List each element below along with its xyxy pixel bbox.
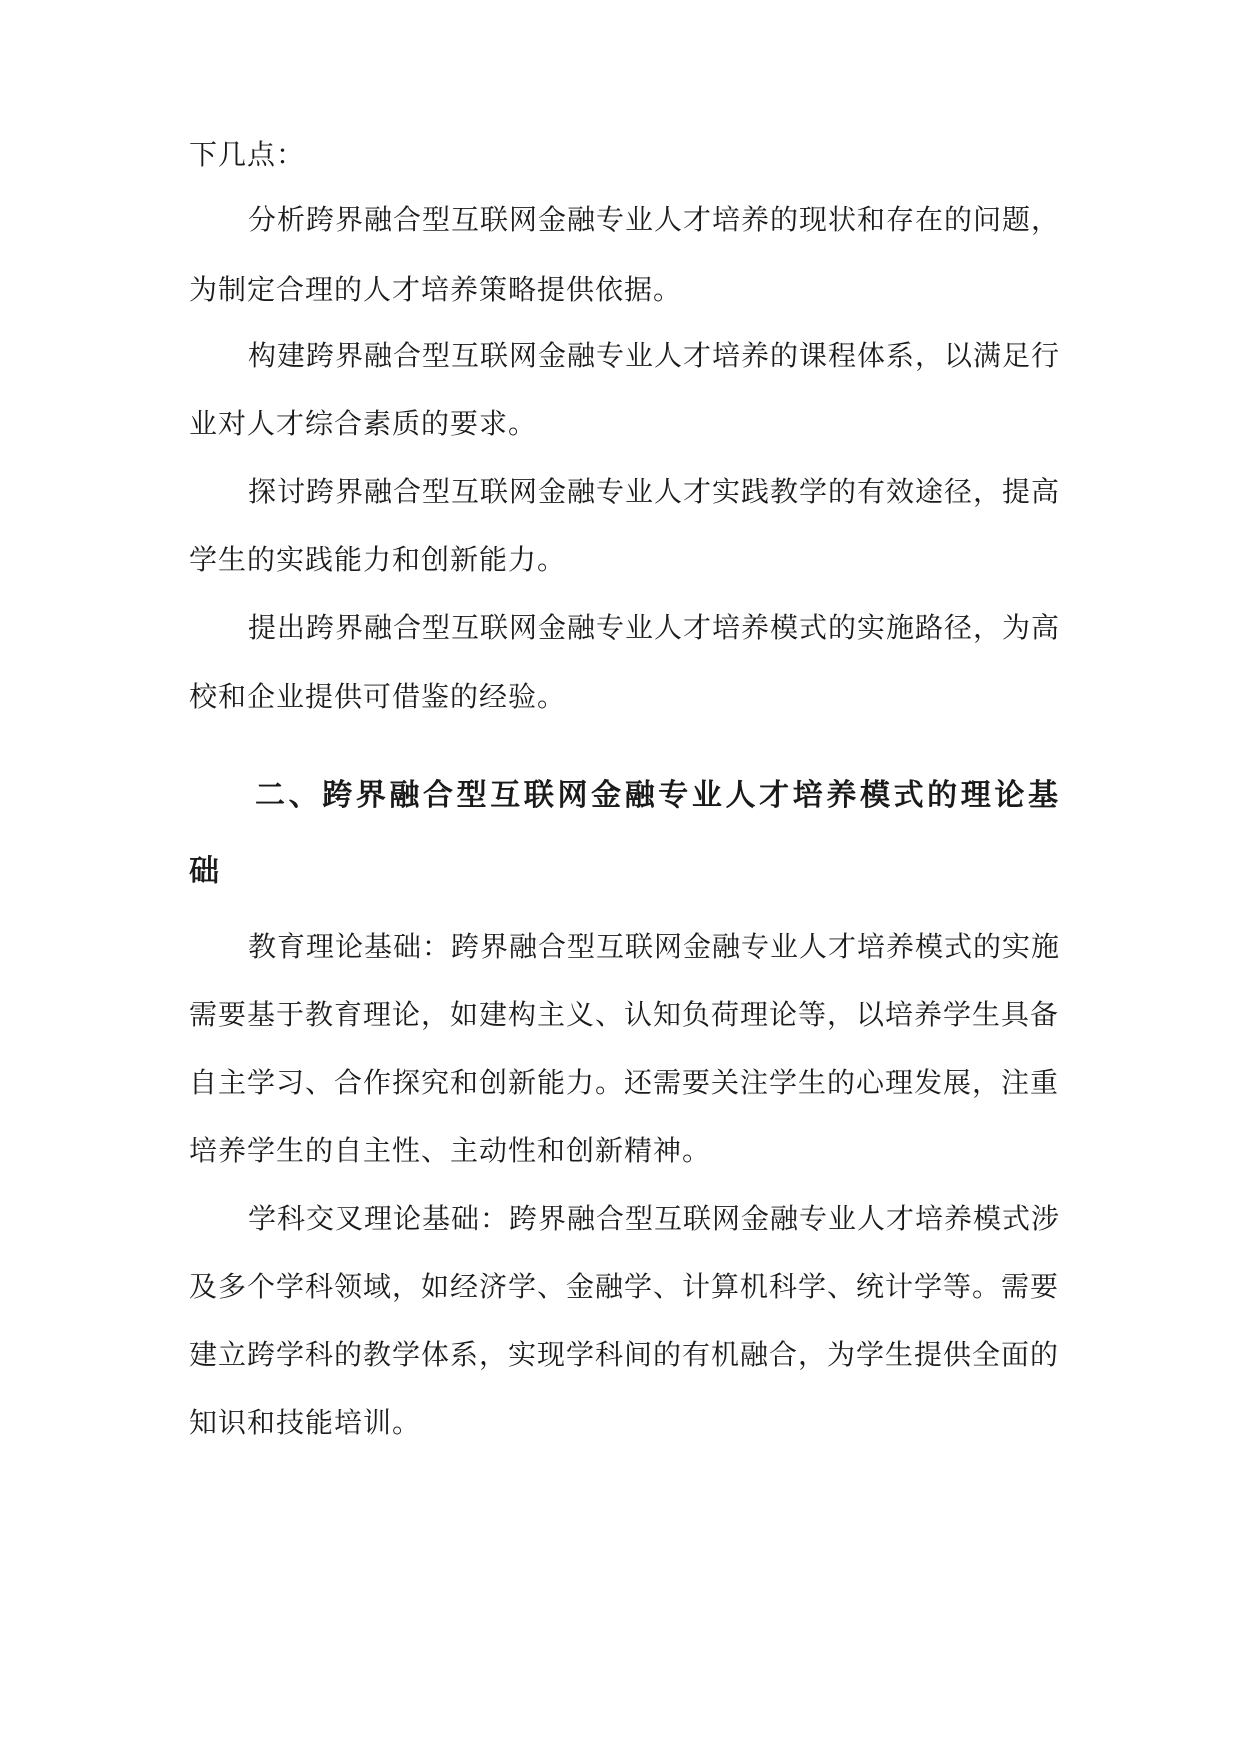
paragraph-line: 自主学习、合作探究和创新能力。还需要关注学生的心理发展，注重 — [189, 1066, 1060, 1099]
paragraph-line: 教育理论基础：跨界融合型互联网金融专业人才培养模式的实施 — [248, 930, 1061, 963]
paragraph-line: 培养学生的自主性、主动性和创新精神。 — [189, 1134, 712, 1167]
paragraph-line: 知识和技能培训。 — [189, 1406, 422, 1439]
paragraph-line: 及多个学科领域，如经济学、金融学、计算机科学、统计学等。需要 — [189, 1270, 1060, 1303]
paragraph-line: 校和企业提供可借鉴的经验。 — [189, 680, 567, 713]
paragraph-line: 构建跨界融合型互联网金融专业人才培养的课程体系，以满足行 — [248, 339, 1061, 372]
paragraph-line: 学科交叉理论基础：跨界融合型互联网金融专业人才培养模式涉 — [248, 1202, 1061, 1235]
section-heading: 二、跨界融合型互联网金融专业人才培养模式的理论基 — [255, 778, 1059, 813]
section-heading-continued: 础 — [189, 854, 220, 889]
paragraph-line: 需要基于教育理论，如建构主义、认知负荷理论等，以培养学生具备 — [189, 998, 1060, 1031]
paragraph-line: 业对人才综合素质的要求。 — [189, 407, 538, 440]
paragraph-line: 学生的实践能力和创新能力。 — [189, 543, 567, 576]
paragraph-line: 下几点： — [189, 138, 306, 171]
paragraph-line: 探讨跨界融合型互联网金融专业人才实践教学的有效途径，提高 — [248, 475, 1061, 508]
paragraph-line: 分析跨界融合型互联网金融专业人才培养的现状和存在的问题， — [248, 203, 1061, 236]
paragraph-line: 为制定合理的人才培养策略提供依据。 — [189, 273, 683, 306]
paragraph-line: 提出跨界融合型互联网金融专业人才培养模式的实施路径，为高 — [248, 611, 1061, 644]
paragraph-line: 建立跨学科的教学体系，实现学科间的有机融合，为学生提供全面的 — [189, 1338, 1060, 1371]
